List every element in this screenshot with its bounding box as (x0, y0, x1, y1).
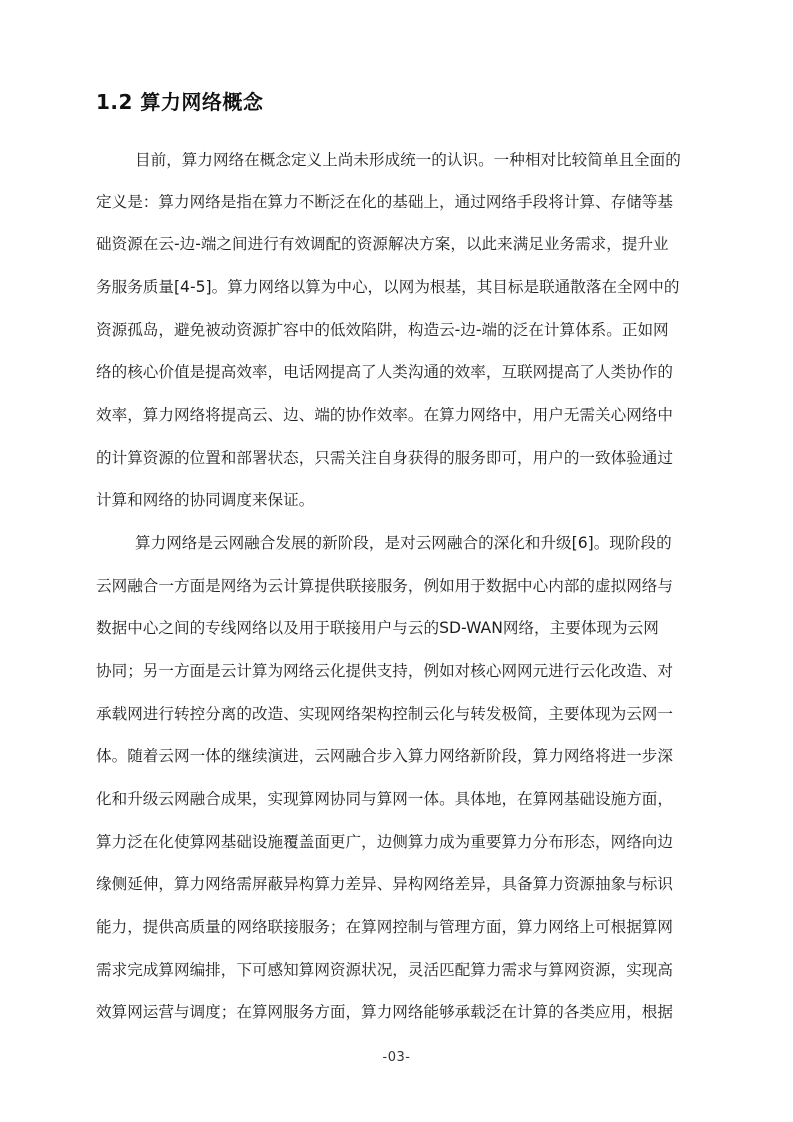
paragraph-line: 缘侧延伸，算力网络需屏蔽异构算力差异、异构网络差异，具备算力资源抽象与标识 (96, 875, 673, 893)
paragraph-line: 目前，算力网络在概念定义上尚未形成统一的认识。一种相对比较简单且全面的 (135, 151, 681, 169)
paragraph-line: 效率，算力网络将提高云、边、端的协作效率。在算力网络中，用户无需关心网络中 (96, 406, 673, 424)
paragraph-line: 络的核心价值是提高效率，电话网提高了人类沟通的效率，互联网提高了人类协作的 (96, 363, 673, 381)
paragraph-line: 化和升级云网融合成果，实现算网协同与算网一体。具体地，在算网基础设施方面， (96, 790, 673, 808)
paragraph-line: 础资源在云-边-端之间进行有效调配的资源解决方案，以此来满足业务需求，提升业 (96, 235, 669, 253)
paragraph-line: 需求完成算网编排，下可感知算网资源状况，灵活匹配算力需求与算网资源，实现高 (96, 961, 673, 979)
page-number: -03- (382, 1050, 411, 1065)
paragraph-line: 能力，提供高质量的网络联接服务；在算网控制与管理方面，算力网络上可根据算网 (96, 918, 673, 936)
paragraph-line: 务服务质量[4-5]。算力网络以算为中心，以网为根基，其目标是联通散落在全网中的 (96, 278, 680, 296)
paragraph-line: 定义是：算力网络是指在算力不断泛在化的基础上，通过网络手段将计算、存储等基 (96, 193, 673, 211)
paragraph-line: 承载网进行转控分离的改造、实现网络架构控制云化与转发极简，主要体现为云网一 (96, 705, 673, 723)
paragraph-line: 算力泛在化使算网基础设施覆盖面更广，边侧算力成为重要算力分布形态，网络向边 (96, 833, 673, 851)
paragraph-line: 数据中心之间的专线网络以及用于联接用户与云的SD-WAN网络，主要体现为云网 (96, 619, 659, 637)
paragraph-line: 协同；另一方面是云计算为网络云化提供支持，例如对核心网网元进行云化改造、对 (96, 662, 673, 680)
paragraph-line: 计算和网络的协同调度来保证。 (96, 491, 315, 509)
paragraph-line: 资源孤岛，避免被动资源扩容中的低效陷阱，构造云-边-端的泛在计算体系。正如网 (96, 321, 669, 339)
paragraph-line: 的计算资源的位置和部署状态，只需关注自身获得的服务即可，用户的一致体验通过 (96, 449, 673, 467)
section-heading: 1.2 算力网络概念 (96, 90, 264, 114)
paragraph-line: 效算网运营与调度；在算网服务方面，算力网络能够承载泛在计算的各类应用，根据 (96, 1003, 673, 1021)
paragraph-line: 算力网络是云网融合发展的新阶段，是对云网融合的深化和升级[6]。现阶段的 (135, 534, 672, 552)
paragraph-line: 体。随着云网一体的继续演进，云网融合步入算力网络新阶段，算力网络将进一步深 (96, 747, 673, 765)
paragraph-line: 云网融合一方面是网络为云计算提供联接服务，例如用于数据中心内部的虚拟网络与 (96, 577, 673, 595)
